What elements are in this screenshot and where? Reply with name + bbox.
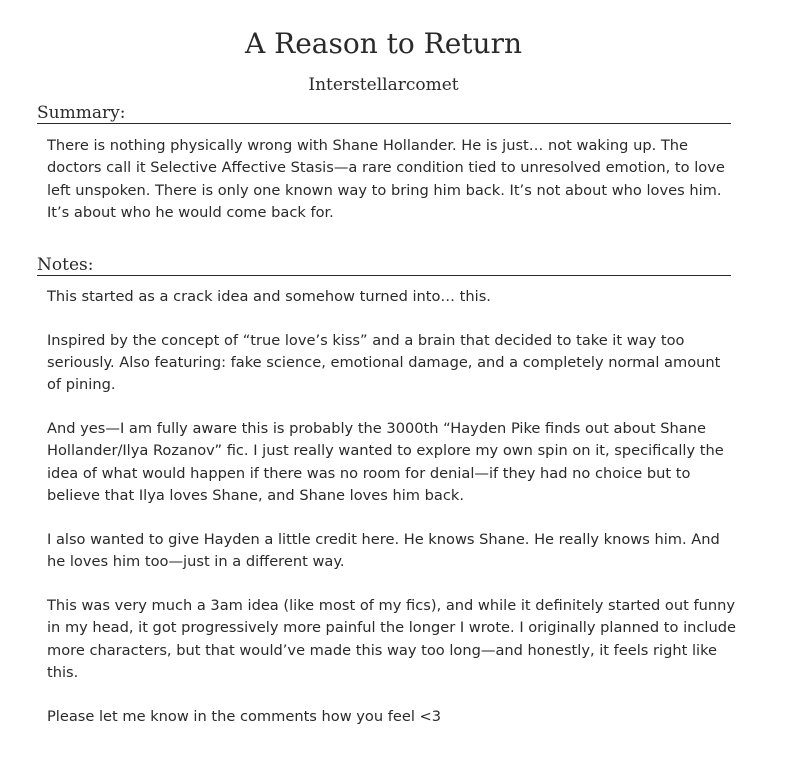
notes-heading: Notes: [37, 255, 731, 276]
notes-paragraph: This was very much a 3am idea (like most of my fics), and while it definitely started out funny in my head, it got progressively more painful the longer I wrote. I originally planned to include more characters, but that would’ve made this way too long—and honestly, it feels right like this. [47, 596, 736, 681]
notes-body [47, 286, 737, 749]
summary-body [47, 135, 737, 246]
work-title: A Reason to Return [245, 27, 522, 60]
summary-paragraph: There is nothing physically wrong with Shane Hollander. He is just… not waking up. The doctors call it Selective Affective Stasis—a rare condition tied to unresolved emotion, to love left unspoken. There is only one known way to bring him back. It’s not about who loves him. It’s about who he would come back for. [47, 137, 725, 221]
notes-paragraph: I also wanted to give Hayden a little credit here. He knows Shane. He really knows him. And he loves him too—just in a different way. [47, 530, 720, 571]
summary-heading: Summary: [37, 103, 731, 124]
notes-paragraph: Inspired by the concept of “true love’s kiss” and a brain that decided to take it way too seriously. Also featuring: fake science, emotional damage, and a completely normal amount of pining. [47, 331, 721, 394]
notes-paragraph: This started as a crack idea and somehow turned into… this. [47, 288, 491, 305]
author-link[interactable]: Interstellarcomet [308, 75, 459, 95]
notes-paragraph: And yes—I am fully aware this is probably the 3000th “Hayden Pike finds out about Shane Hollander/Ilya Rozanov” fic. I just really wanted to explore my own spin on it, specifically the idea of what would happen if there was no room for denial—if they had no choice but to believe that Ilya loves Shane, and Shane loves him back. [47, 420, 724, 505]
notes-paragraph: Please let me know in the comments how you feel <3 [47, 707, 442, 725]
